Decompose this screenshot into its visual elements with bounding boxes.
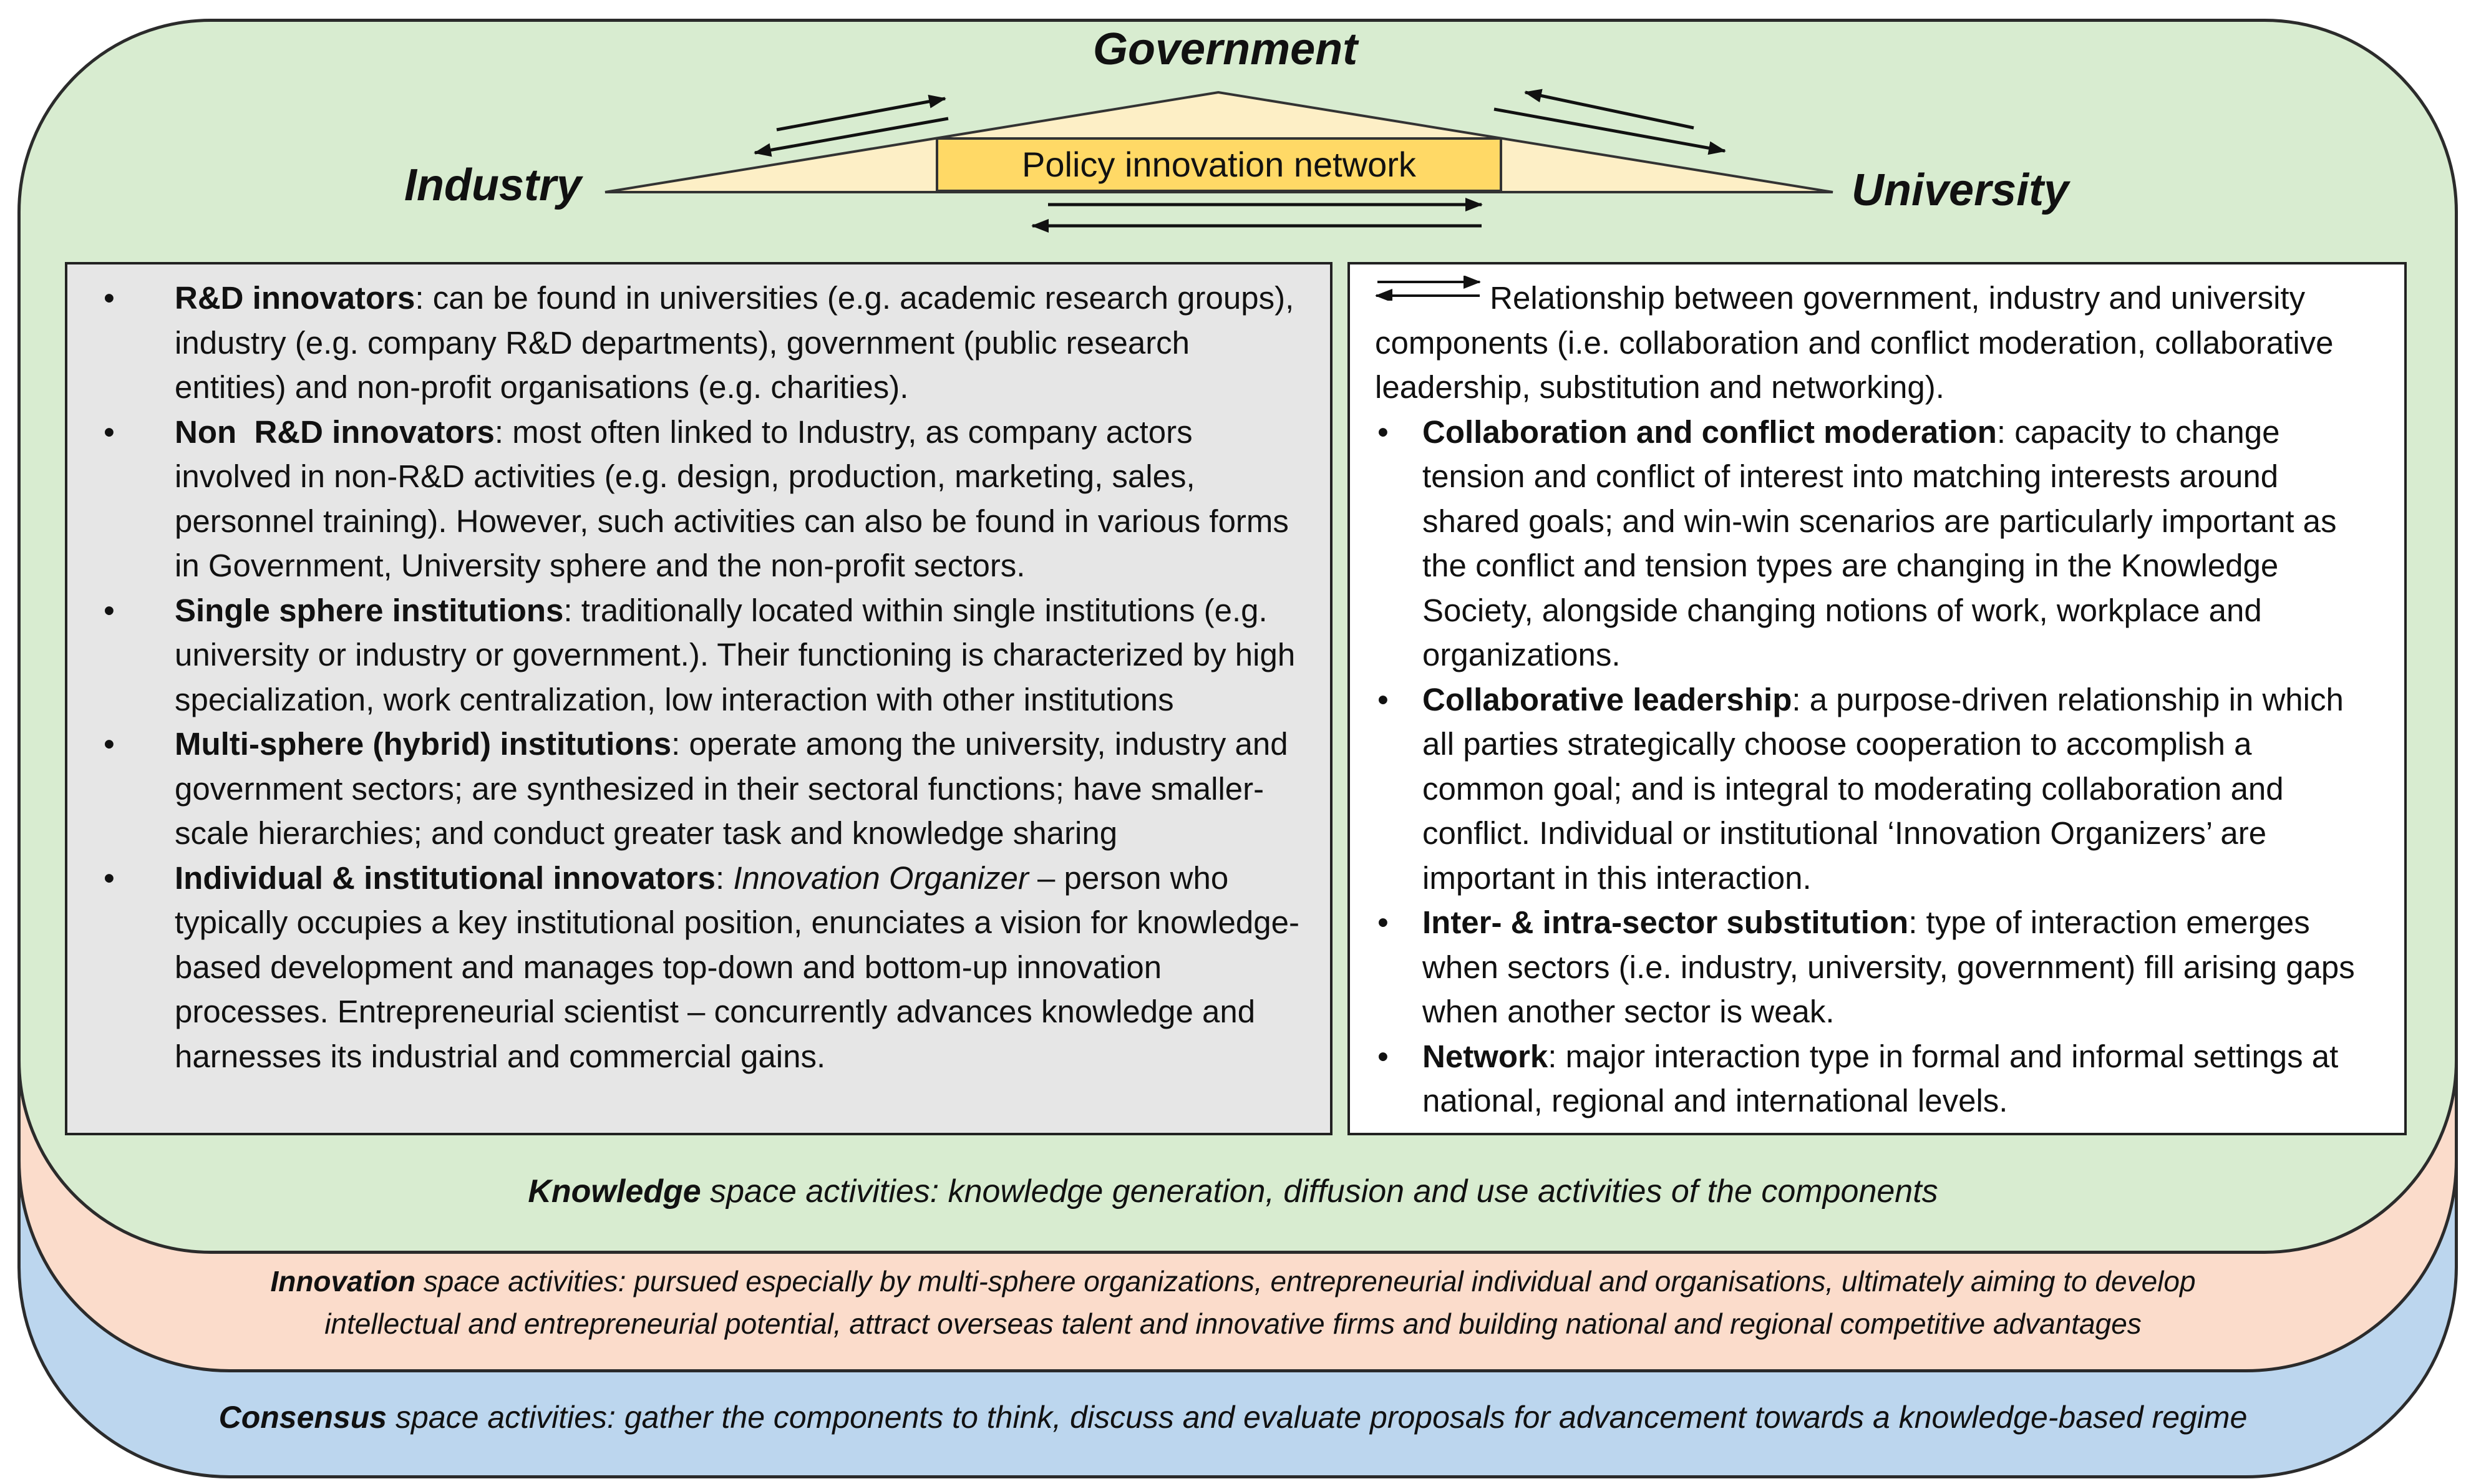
list-item xyxy=(92,856,1305,1079)
item-term: Individual & institutional innovators xyxy=(175,860,716,896)
consensus-text: space activities: gather the components to think, discuss and evaluate proposals for advancement towards a knowledge-based regime xyxy=(387,1400,2248,1435)
bullet-icon: • xyxy=(1377,414,1389,450)
item-term: Collaborative leadership xyxy=(1422,681,1792,717)
consensus-term: Consensus xyxy=(218,1400,387,1435)
actor-industry: Industry xyxy=(404,160,582,210)
list-item xyxy=(92,588,1305,722)
double-arrow-icon xyxy=(1375,276,1481,301)
innovators-panel xyxy=(65,262,1333,1135)
bullet-icon: • xyxy=(104,592,115,628)
item-term: Non R&D innovators xyxy=(175,414,495,450)
arrow-university-to-government xyxy=(1525,92,1694,128)
relationships-panel xyxy=(1347,262,2407,1135)
item-italic-term: Innovation Organizer xyxy=(733,860,1029,896)
bullet-icon: • xyxy=(104,726,115,762)
knowledge-text: space activities: knowledge generation, diffusion and use activities of the components xyxy=(701,1173,1938,1210)
item-text: : operate among the university, industry and government sectors; are synthesized in their sectoral functions; have smaller-scale hierarchies; and conduct greater task and knowledge sharing xyxy=(175,726,1288,851)
relationships-list xyxy=(1375,410,2379,1123)
item-term: Inter- & intra-sector substitution xyxy=(1422,904,1909,940)
item-text: : type of interaction emerges when sectors (i.e. industry, university, government) fill arising gaps when another sector is weak. xyxy=(1422,904,2355,1029)
item-text-pre: : xyxy=(716,860,734,896)
knowledge-space-caption xyxy=(0,1170,2466,1213)
item-text: : capacity to change tension and conflict of interest into matching interests around shared goals; and win-win scenarios are particularly important as the conflict and tension types are changing in the Knowledge Society, alongside changing notions of work, workplace and organizations. xyxy=(1422,414,2337,672)
item-term: Single sphere institutions xyxy=(175,592,564,628)
item-term: Collaboration and conflict moderation xyxy=(1422,414,1997,450)
policy-innovation-network: Policy innovation network xyxy=(936,137,1502,192)
item-term: Network xyxy=(1422,1038,1548,1074)
item-text: : can be found in universities (e.g. academic research groups), industry (e.g. company R&D departments), government (public research entities) and non-profit organisations (e.g. charities). xyxy=(175,280,1294,405)
innovation-text-line2: intellectual and entrepreneurial potential, attract overseas talent and innovative firms and building national and regional competitive advantages xyxy=(324,1307,2142,1340)
item-text: : major interaction type in formal and informal settings at national, regional and international levels. xyxy=(1422,1038,2339,1118)
relationship-legend xyxy=(1375,276,2379,410)
item-text: – person who typically occupies a key institutional position, enunciates a vision for knowledge-based development and manages top-down and bottom-up innovation processes. Entrepreneurial scientist – concurrently advances knowledge and harnesses its industrial and commercial gains. xyxy=(175,860,1299,1074)
bullet-icon: • xyxy=(1377,681,1389,717)
bullet-icon: • xyxy=(104,414,115,450)
list-item xyxy=(92,410,1305,588)
item-text: : a purpose-driven relationship in which all parties strategically choose cooperation to accomplish a common goal; and is integral to moderating collaboration and conflict. Individual or institutional ‘Innovation Organizers’ are important in this interaction. xyxy=(1422,681,2344,896)
knowledge-term: Knowledge xyxy=(528,1173,701,1210)
bullet-icon: • xyxy=(104,860,115,896)
consensus-space-caption xyxy=(0,1396,2466,1438)
list-item xyxy=(1375,677,2379,901)
innovation-term: Innovation xyxy=(270,1265,415,1297)
list-item xyxy=(1375,1034,2379,1123)
bullet-icon: • xyxy=(104,280,115,316)
actor-government: Government xyxy=(1093,24,1358,74)
item-term: Multi-sphere (hybrid) institutions xyxy=(175,726,672,762)
bullet-icon: • xyxy=(1377,1038,1389,1074)
list-item xyxy=(1375,900,2379,1034)
innovation-text-line1: space activities: pursued especially by multi-sphere organizations, entrepreneurial individual and organisations, ultimately aiming to develop xyxy=(415,1265,2196,1297)
item-text: : traditionally located within single institutions (e.g. university or industry or government.). Their functioning is characterized by high specialization, work centralization, low interaction with other institutions xyxy=(175,592,1296,717)
list-item xyxy=(92,722,1305,856)
item-text: : most often linked to Industry, as company actors involved in non-R&D activities (e.g. design, production, marketing, sales, personnel training). However, such activities can also be found in various forms in Government, University sphere and the non-profit sectors. xyxy=(175,414,1289,583)
list-item xyxy=(92,276,1305,410)
list-item xyxy=(1375,410,2379,677)
item-term: R&D innovators xyxy=(175,280,415,316)
legend-text: Relationship between government, industry and university components (i.e. collaboration and conflict moderation, collaborative leadership, substitution and networking). xyxy=(1375,280,2334,405)
actor-university: University xyxy=(1852,165,2069,215)
innovation-space-caption xyxy=(0,1260,2466,1345)
innovators-list xyxy=(92,276,1305,1079)
bullet-icon: • xyxy=(1377,904,1389,940)
